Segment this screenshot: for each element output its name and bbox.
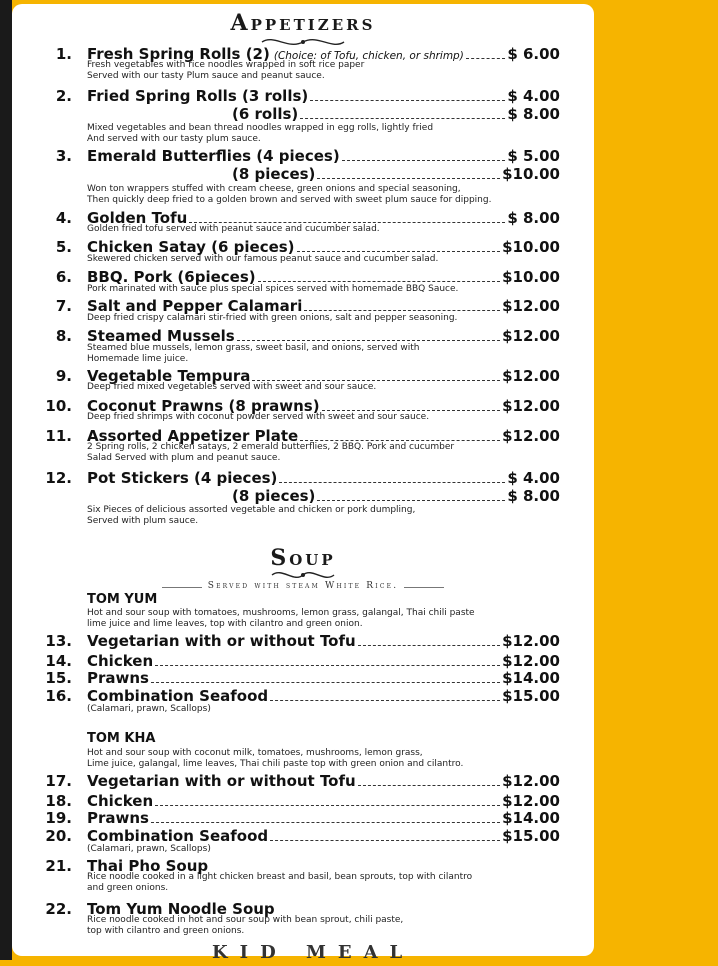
item-line [87,468,560,488]
item-description: Rice noodle cooked in hot and sour soup with bean sprout, chili paste, [87,915,404,925]
dot-leader [322,410,501,411]
item-name: Coconut Prawns (8 prawns) [87,397,320,415]
menu-content [12,4,594,963]
item-description: Steamed blue mussels, lemon grass, sweet basil, and onions, served with [87,343,420,353]
item-price: $ 5.00 [507,147,560,165]
item-line [87,771,560,791]
item-number: 13. [45,632,72,650]
item-name: Chicken [87,652,154,670]
menu-page [12,4,594,963]
menu-item-line [12,486,594,506]
item-number: 1. [55,45,72,63]
item-name: Vegetarian with or without Tofu [87,632,356,650]
item-description: lime juice and lime leaves, top with cilantro and green onion. [87,618,363,629]
item-name: Combination Seafood [87,687,269,705]
item-description: Deep fried mixed vegetables served with sweet and sour sauce. [87,382,377,392]
dot-leader [300,440,500,441]
item-line [232,486,560,506]
item-name: Vegetarian with or without Tofu [87,772,356,790]
item-name: Fried Spring Rolls (3 rolls) [87,87,309,105]
item-number: 18. [45,792,72,810]
soup-ornament-icon [12,569,594,581]
item-price: $10.00 [502,238,560,256]
item-price: $12.00 [502,427,560,445]
dot-leader [300,118,505,119]
menu-item-line [12,631,594,651]
item-note: (Choice: of Tofu, chicken, or shrimp) [273,50,464,62]
dot-leader [317,500,505,501]
item-description: Lime juice, galangal, lime leaves, Thai chili paste top with green onion and cilantro. [87,758,464,769]
item-name: Golden Tofu [87,209,188,227]
item-number: 16. [45,687,72,705]
item-price: $ 8.00 [507,209,560,227]
item-price: $12.00 [502,367,560,385]
item-line [232,104,560,124]
item-price: $12.00 [502,792,560,810]
item-number: 2. [55,87,72,105]
item-number: 12. [45,469,72,487]
dot-leader [358,645,500,646]
dot-leader [279,482,505,483]
item-number: 15. [45,669,72,687]
menu-item-line [12,104,594,124]
item-line [232,164,560,184]
item-price: $10.00 [502,268,560,286]
dot-leader [310,100,505,101]
item-description: Served with plum sauce. [87,516,199,526]
item-price: $ 8.00 [507,105,560,123]
menu-item-line [12,668,594,688]
dot-leader [258,281,500,282]
item-number: 20. [45,827,72,845]
item-line [87,686,560,706]
item-name: Thai Pho Soup [87,857,209,875]
item-name: Prawns [87,669,149,687]
menu-item-line [12,164,594,184]
item-description: top with cilantro and green onions. [87,925,245,936]
soup-group-name: TOM KHA [87,731,156,746]
item-description: Rice noodle cooked in a light chicken breast and basil, bean sprouts, top with cilantro [87,872,473,882]
dot-leader [155,805,500,806]
soup-title: Soup [270,545,336,571]
dot-leader [252,380,500,381]
next-section-title-cut: KID MEAL [212,942,415,963]
menu-item-line [12,686,594,706]
item-price: $10.00 [502,165,560,183]
item-line [87,86,560,106]
item-name: (8 pieces) [232,487,316,505]
item-line [87,668,560,688]
item-price: $ 4.00 [507,469,560,487]
item-number: 10. [45,397,72,415]
item-number: 9. [55,367,72,385]
item-price: $14.00 [502,669,560,687]
item-price: $15.00 [502,827,560,845]
item-number: 5. [55,238,72,256]
item-price: $12.00 [502,297,560,315]
item-description: Deep fried shrimps with coconut powder served with sweet and sour sauce. [87,412,430,422]
item-price: $ 4.00 [507,87,560,105]
item-description: Homemade lime juice. [87,354,189,364]
item-name: (6 rolls) [232,105,299,123]
dot-leader [151,822,500,823]
item-name: Assorted Appetizer Plate [87,427,299,445]
soup-group-name: TOM YUM [87,592,158,607]
item-description: Skewered chicken served with our famous peanut sauce and cucumber salad. [87,254,439,264]
item-name: Tom Yum Noodle Soup [87,900,275,918]
item-name: Emerald Butterflies (4 pieces) [87,147,340,165]
item-description: Salad Served with plum and peanut sauce. [87,453,281,463]
item-description: Six Pieces of delicious assorted vegetable and chicken or pork dumpling, [87,505,416,515]
item-line [87,631,560,651]
dot-leader [304,310,500,311]
item-description: Hot and sour soup with tomatoes, mushrooms, lemon grass, galangal, Thai chili paste [87,608,475,618]
soup-group-note: (Calamari, prawn, Scallops) [87,844,211,854]
item-name: Chicken Satay (6 pieces) [87,238,295,256]
item-description: Fresh vegetables with rice noodles wrapped in soft rice paper [87,60,365,70]
menu-item-line [12,826,594,846]
item-name: Steamed Mussels [87,327,235,345]
dot-leader [270,700,500,701]
item-description: Won ton wrappers stuffed with cream cheese, green onions and special seasoning, [87,184,461,194]
item-price: $14.00 [502,809,560,827]
item-number: 11. [45,427,72,445]
item-price: $ 6.00 [507,45,560,63]
item-number: 17. [45,772,72,790]
dot-leader [342,160,506,161]
item-description: Pork marinated with sauce plus special spices served with homemade BBQ Sauce. [87,284,459,294]
dot-leader [358,785,500,786]
soup-subtitle: Served with steam White Rice. [207,581,399,591]
item-number: 21. [45,857,72,875]
dot-leader [270,840,500,841]
item-description: Served with our tasty Plum sauce and peanut sauce. [87,71,325,81]
item-name: Chicken [87,792,154,810]
item-name: BBQ. Pork (6pieces) [87,268,256,286]
item-description: Golden fried tofu served with peanut sauce and cucumber salad. [87,224,380,234]
dot-leader [237,340,500,341]
dot-leader [317,178,500,179]
item-description: Then quickly deep fried to a golden brown and served with sweet plum sauce for dipping. [87,195,492,205]
item-line [87,826,560,846]
item-price: $12.00 [502,327,560,345]
dot-leader [155,665,500,666]
left-dark-edge [0,0,12,960]
item-description: And served with our tasty plum sauce. [87,134,261,144]
item-price: $12.00 [502,397,560,415]
item-description: 2 Spring rolls, 2 chicken satays, 2 emerald butterflies, 2 BBQ. Pork and cucumber [87,442,455,452]
item-name: (8 pieces) [232,165,316,183]
soup-group-note: (Calamari, prawn, Scallops) [87,704,211,714]
item-number: 19. [45,809,72,827]
item-description: Deep fried crispy calamari stir-fried with green onions, salt and pepper seasoning. [87,313,458,323]
dot-leader [466,58,506,59]
menu-item-line [12,146,594,166]
item-description: and green onions. [87,882,169,893]
dot-leader [151,682,500,683]
menu-item-line [12,808,594,828]
item-number: 7. [55,297,72,315]
item-price: $15.00 [502,687,560,705]
item-price: $12.00 [502,772,560,790]
item-price: $12.00 [502,632,560,650]
menu-item-line [12,468,594,488]
menu-item-line [12,771,594,791]
item-name: Pot Stickers (4 pieces) [87,469,278,487]
item-name: Prawns [87,809,149,827]
item-name: Salt and Pepper Calamari [87,297,303,315]
item-number: 6. [55,268,72,286]
item-number: 22. [45,900,72,918]
item-number: 3. [55,147,72,165]
dot-leader [189,222,505,223]
item-number: 14. [45,652,72,670]
item-price: $12.00 [502,652,560,670]
item-name: Fresh Spring Rolls (2) [87,45,270,63]
item-name: Vegetable Tempura [87,367,251,385]
item-line [87,146,560,166]
item-name: Combination Seafood [87,827,269,845]
item-number: 4. [55,209,72,227]
item-description: Mixed vegetables and bean thread noodles wrapped in egg rolls, lightly fried [87,123,434,133]
appetizers-title: Appetizers [230,10,376,36]
item-price: $ 8.00 [507,487,560,505]
item-number: 8. [55,327,72,345]
item-description: Hot and sour soup with coconut milk, tomatoes, mushrooms, lemon grass, [87,748,423,758]
item-line [87,808,560,828]
dot-leader [297,251,501,252]
menu-item-line [12,86,594,106]
